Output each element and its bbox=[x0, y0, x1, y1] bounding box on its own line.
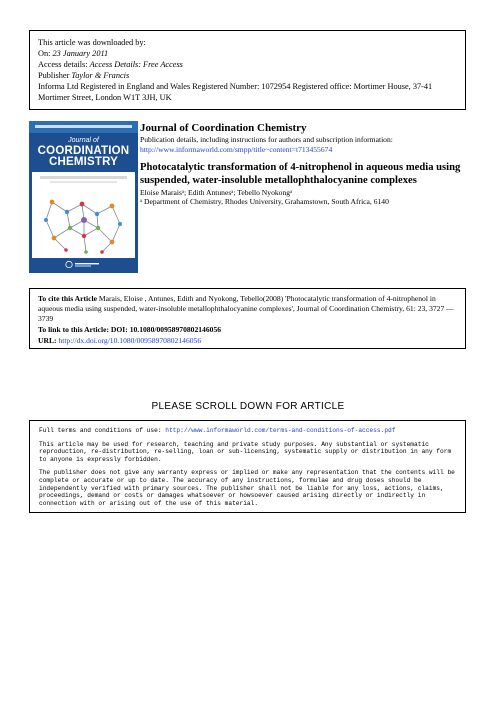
cite-this-article: To cite this Article Marais, Eloise , Antunes, Edith and Nyokong, Tebello(2008) 'Photocatalytic transformation of 4-nitrophenol in aqueous media using suspended, water-insoluble metallophthalocyanine complexes', Journal of Coordination Chemistry, 61: 23, 3727 — 3739 bbox=[38, 294, 454, 323]
journal-title: Journal of Coordination Chemistry bbox=[140, 122, 307, 134]
cover-journal-name: COORDINATION CHEMISTRY bbox=[37, 145, 130, 168]
publisher-logo-icon bbox=[65, 260, 101, 269]
access-details-line: Access details: Access Details: Free Access bbox=[38, 60, 183, 69]
article-title: Photocatalytic transformation of 4-nitrophenol in aqueous media using suspended, water-insoluble metallophthalocyanine complexes bbox=[140, 161, 461, 187]
cover-small-text-bar bbox=[35, 125, 132, 128]
downloaded-by-line: This article was downloaded by: bbox=[38, 38, 146, 47]
full-terms-line: Full terms and conditions of use: http://www.informaworld.com/terms-and-conditions-of-access.pdf bbox=[39, 427, 396, 434]
journal-url-link[interactable]: http://www.informaworld.com/smpp/title~content=t713455674 bbox=[140, 144, 333, 154]
publication-details: Publication details, including instructions for authors and subscription information: bbox=[140, 135, 393, 144]
link-to-article: To link to this Article: DOI: 10.1080/00958970802146056 bbox=[38, 325, 222, 334]
cover-journal-of: Journal of bbox=[68, 137, 99, 144]
author-affiliation: ᵃ Department of Chemistry, Rhodes University, Grahamstown, South Africa, 6140 bbox=[140, 197, 389, 207]
download-info-box bbox=[29, 30, 466, 110]
on-date-line: On: 23 January 2011 bbox=[38, 49, 109, 58]
terms-url-link[interactable]: http://www.informaworld.com/terms-and-conditions-of-access.pdf bbox=[165, 427, 396, 434]
terms-paragraph-1: This article may be used for research, teaching and private study purposes. Any substantial or systematic reproduction, re-distribution, re-selling, loan or sub-licensing, systematic supply or distribution in any form to anyone is expressly forbidden. bbox=[39, 440, 452, 463]
doi-url-link[interactable]: http://dx.doi.org/10.1080/00958970802146056 bbox=[58, 336, 202, 345]
terms-box bbox=[29, 420, 466, 513]
terms-paragraph-2: The publisher does not give any warranty express or implied or make any representation that the contents will be complete or accurate or up to date. The accuracy of any instructions, formulae and drug doses should be independently verified with primary sources. The publisher shall not be liable for any loss, actions, claims, proceedings, demand or costs or damages whatsoever or howsoever caused arising directly or indirectly in connection with or arising out of the use of this material. bbox=[39, 469, 455, 507]
registered-office-line: Informa Ltd Registered in England and Wales Registered Number: 1072954 Registered office: Mortimer House, 37-41 Mortimer Street, London W1T 3JH, UK bbox=[38, 82, 433, 102]
citation-box bbox=[29, 288, 466, 349]
molecule-illustration bbox=[32, 172, 135, 258]
scroll-notice: PLEASE SCROLL DOWN FOR ARTICLE bbox=[151, 401, 345, 412]
publisher-line: Publisher Taylor & Francis bbox=[38, 71, 130, 80]
article-authors: Eloise Maraisᵃ; Edith Antunesᵃ; Tebello Nyokongᵃ bbox=[140, 187, 293, 197]
journal-cover-image bbox=[29, 121, 138, 273]
journal-info-block bbox=[140, 122, 470, 207]
article-url-line: URL: http://dx.doi.org/10.1080/00958970802146056 bbox=[38, 336, 202, 345]
